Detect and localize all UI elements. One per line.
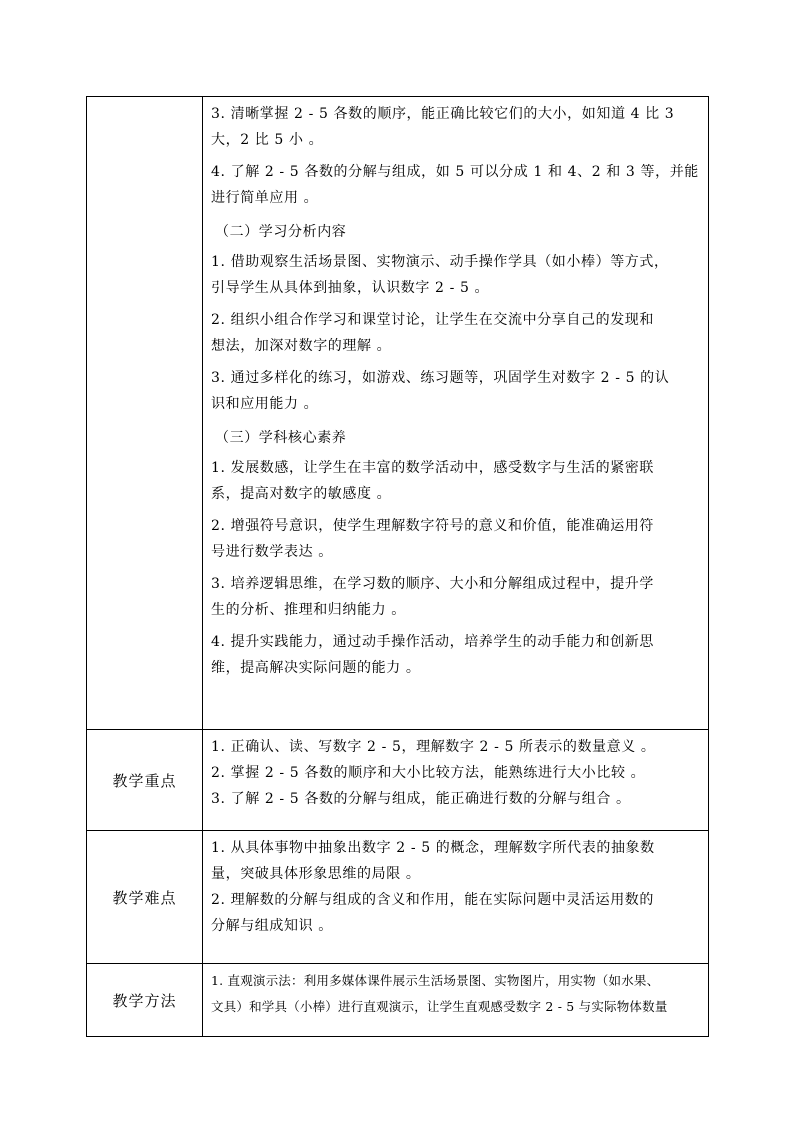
- table-row-methods: [87, 964, 709, 1037]
- difficulties-content: [203, 831, 709, 964]
- text-line: 想法，加深对数字的理解 。: [211, 338, 392, 354]
- text-line: 1. 直观演示法：利用多媒体课件展示生活场景图、实物图片，用实物（如水果、: [211, 973, 660, 988]
- section-heading-learning-analysis: （二）学习分析内容: [215, 224, 347, 240]
- paragraph-logic: [211, 571, 700, 623]
- table-row-key-points: [87, 730, 709, 831]
- text-line: 号进行数学表达 。: [211, 544, 333, 560]
- paragraph-order-compare: [211, 101, 700, 153]
- key-points-content: [203, 730, 709, 831]
- paragraph-practice-ability: [211, 629, 700, 681]
- lesson-plan-table: [86, 96, 709, 1037]
- text-line: 4. 提升实践能力，通过动手操作活动，培养学生的动手能力和创新思: [211, 634, 655, 650]
- text-line: 1. 发展数感，让学生在丰富的数学活动中，感受数字与生活的紧密联: [211, 460, 655, 476]
- text-line: 3. 了解 2 - 5 各数的分解与组成，能正确进行数的分解与组合 。: [211, 791, 631, 807]
- text-line: 量，突破具体形象思维的局限 。: [211, 866, 421, 882]
- paragraph-number-sense: [211, 455, 700, 507]
- text-line: 4. 了解 2 - 5 各数的分解与组成，如 5 可以分成 1 和 4、2 和 3 等，并能: [211, 164, 699, 180]
- paragraph-group-work: [211, 307, 700, 359]
- text-line: 3. 清晰掌握 2 - 5 各数的顺序，能正确比较它们的大小，如知道 4 比 3: [211, 106, 675, 122]
- paragraph-observation: [211, 249, 700, 301]
- text-line: 2. 理解数的分解与组成的含义和作用，能在实际问题中灵活运用数的: [211, 892, 655, 908]
- row-label-methods: 教学方法: [87, 964, 203, 1037]
- text-line: 1. 正确认、读、写数字 2 - 5，理解数字 2 - 5 所表示的数量意义 。: [211, 739, 656, 755]
- text-line: 识和应用能力 。: [211, 396, 319, 412]
- row-label-key-points: 教学重点: [87, 730, 203, 831]
- row-label-empty: [87, 97, 203, 730]
- paragraph-decomposition: [211, 159, 700, 211]
- text-line: 2. 增强符号意识，使学生理解数字符号的意义和价值，能准确运用符: [211, 518, 655, 534]
- table-row-objectives: [87, 97, 709, 730]
- text-line: 分解与组成知识 。: [211, 918, 333, 934]
- text-line: 系，提高对数字的敏感度 。: [211, 486, 392, 502]
- objectives-content: [203, 97, 709, 730]
- text-line: 生的分析、推理和归纳能力 。: [211, 602, 406, 618]
- text-line: 1. 从具体事物中抽象出数字 2 - 5 的概念，理解数字所代表的抽象数: [211, 840, 655, 856]
- text-line: 大，2 比 5 小 。: [211, 132, 324, 148]
- paragraph-practice: [211, 365, 700, 417]
- text-line: 进行简单应用 。: [211, 190, 319, 206]
- text-line: 1. 借助观察生活场景图、实物演示、动手操作学具（如小棒）等方式，: [211, 254, 669, 270]
- text-line: 3. 培养逻辑思维，在学习数的顺序、大小和分解组成过程中，提升学: [211, 576, 655, 592]
- text-line: 维，提高解决实际问题的能力 。: [211, 660, 421, 676]
- text-line: 2. 组织小组合作学习和课堂讨论，让学生在交流中分享自己的发现和: [211, 312, 655, 328]
- text-line: 引导学生从具体到抽象，认识数字 2 - 5 。: [211, 280, 490, 296]
- table-row-difficulties: [87, 831, 709, 964]
- text-line: 文具）和学具（小棒）进行直观演示，让学生直观感受数字 2 - 5 与实际物体数量: [211, 999, 668, 1014]
- text-line: 3. 通过多样化的练习，如游戏、练习题等，巩固学生对数字 2 - 5 的认: [211, 370, 670, 386]
- section-heading-core-literacy: （三）学科核心素养: [215, 430, 347, 446]
- methods-content: [203, 964, 709, 1037]
- text-line: 2. 掌握 2 - 5 各数的顺序和大小比较方法，能熟练进行大小比较 。: [211, 765, 646, 781]
- paragraph-symbol-sense: [211, 513, 700, 565]
- row-label-difficulties: 教学难点: [87, 831, 203, 964]
